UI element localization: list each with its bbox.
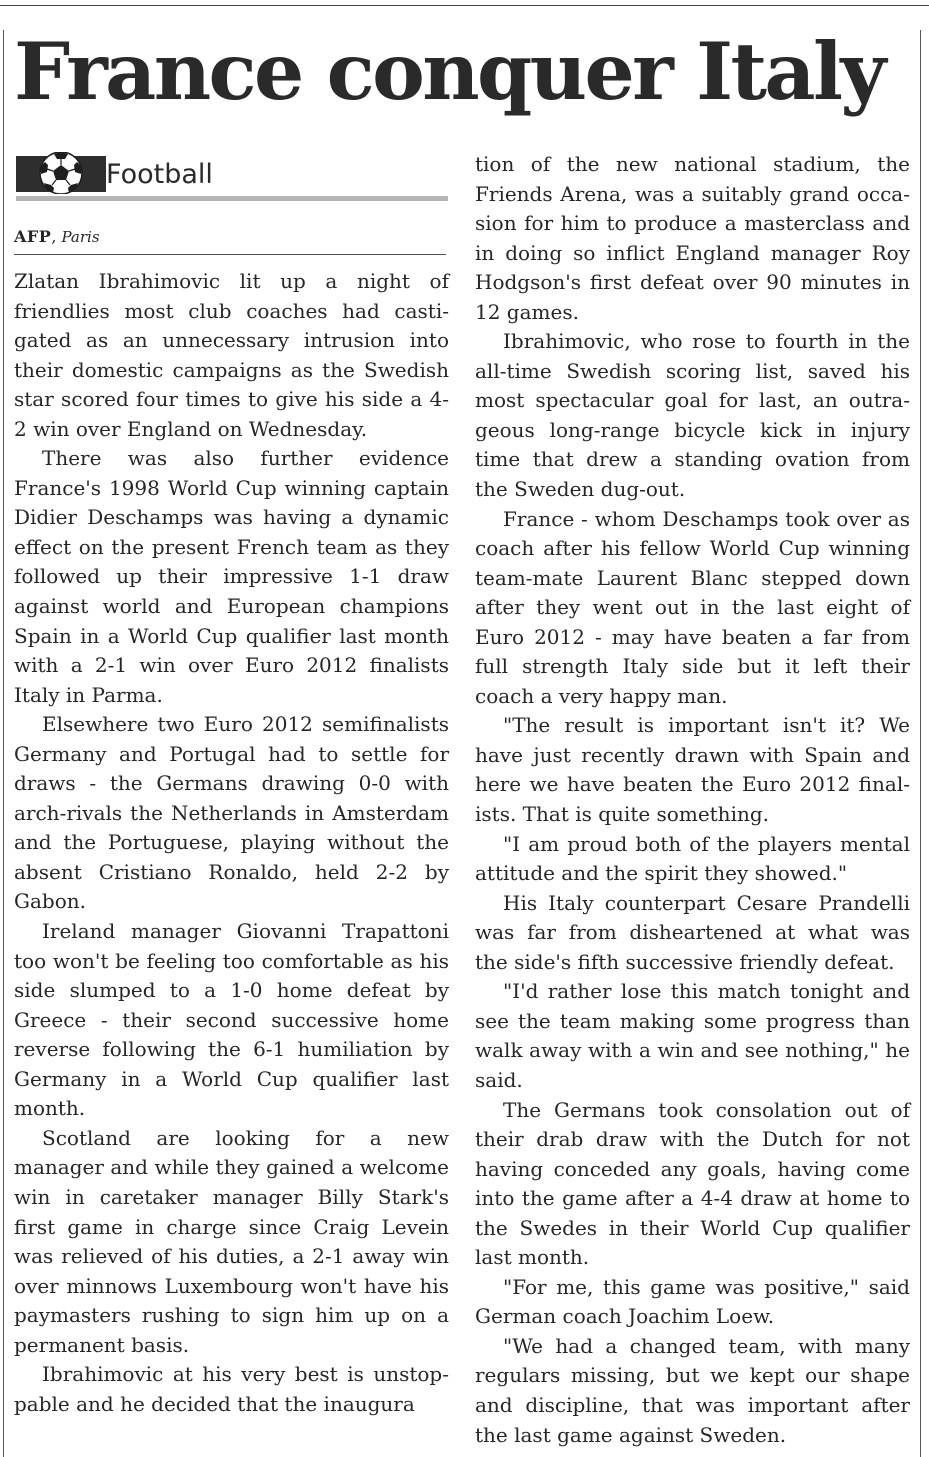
paragraph: Ireland manager Giovanni Trapattoni too won't be feeling too comfortable as his side slumped to a 1-0 home defeat by Greece - their second successive home reverse following the 6-1 humiliation by Germany in a World Cup qualifier last month.: [14, 919, 449, 1121]
paragraph: His Italy counterpart Cesare Prandelli was far from disheartened at what was the side's fifth successive friendly defeat.: [475, 890, 910, 974]
headline: France conquer Italy: [14, 25, 884, 118]
paragraph: Ibrahimovic, who rose to fourth in the all-time Swedish scoring list, saved his most spectacular goal for last, an outrageous long-range bicycle kick in injury time that drew a standing ovation from the Sweden dug-out.: [475, 329, 910, 502]
paragraph: "I am proud both of the players mental attitude and the spirit they showed.": [475, 831, 910, 886]
right-column-rule: [920, 30, 921, 1457]
section-label: Football: [106, 159, 213, 190]
paragraph: "We had a changed team, with many regulars missing, but we kept our shape and discipline, that was important after the last game against Sweden.: [475, 1333, 910, 1447]
byline-rule: [14, 254, 446, 255]
paragraph: "The result is important isn't it? We have just recently drawn with Spain and here we have beaten the Euro 2012 finalists. That is quite something.: [475, 713, 910, 827]
agency: AFP: [14, 227, 52, 246]
paragraph: "I'd rather lose this match tonight and see the team making some progress than walk away with a win and see nothing," he said.: [475, 979, 910, 1092]
dateline: Paris: [61, 228, 100, 246]
paragraph: Ibrahimovic at his very best is unstoppable and he decided that the inaugura: [14, 1362, 449, 1416]
right-column: [475, 150, 910, 1450]
left-column-rule: [3, 30, 4, 1457]
paragraph: Elsewhere two Euro 2012 semifinalists Germany and Portugal had to settle for draws - the Germans drawing 0-0 with arch-rivals the Netherlands in Amsterdam and the Portuguese, playing without the absent Cristiano Ronaldo, held 2-2 by Gabon.: [14, 712, 449, 914]
paragraph: France - whom Deschamps took over as coach after his fellow World Cup winning team-mate Laurent Blanc stepped down after they went out in the last eight of Euro 2012 - may have beaten a far from full strength Italy side but it left their coach a very happy man.: [475, 506, 910, 708]
byline-separator: ,: [51, 227, 62, 246]
left-column: [14, 267, 449, 1419]
paragraph: The Germans took consolation out of their drab draw with the Dutch for not having conceded any goals, having come into the game after a 4-4 draw at home to the Swedes in their World Cup qualifier last month.: [475, 1097, 910, 1270]
football-icon: [16, 152, 106, 194]
paragraph: There was also further evidence France's 1998 World Cup winning captain Didier Deschamps was having a dynamic effect on the present French team as they followed up their impressive 1-1 draw against world and European champions Spain in a World Cup qualifier last month with a 2-1 win over Euro 2012 finalists Italy in Parma.: [14, 446, 449, 707]
paragraph: tion of the new national stadium, the Friends Arena, was a suitably grand occasion for him to produce a masterclass and in doing so inflict England manager Roy Hodgson's first defeat over 90 minutes in 12 games.: [475, 152, 910, 324]
paragraph: Scotland are looking for a new manager and while they gained a welcome win in caretaker manager Billy Stark's first game in charge since Craig Levein was relieved of his duties, a 2-1 away win over minnows Luxembourg won't have his paymasters rushing to sign him up on a permanent basis.: [14, 1125, 449, 1357]
section-kicker: [16, 150, 448, 204]
byline: [14, 226, 446, 248]
paragraph: "For me, this game was positive," said German coach Joachim Loew.: [475, 1274, 910, 1329]
top-rule: [0, 5, 929, 6]
section-rule: [16, 196, 448, 201]
paragraph: Zlatan Ibrahimovic lit up a night of friendlies most club coaches had castigated as an unnecessary intrusion into their domestic campaigns as the Swedish star scored four times to give his side a 4-2 win over England on Wednesday.: [14, 269, 449, 441]
